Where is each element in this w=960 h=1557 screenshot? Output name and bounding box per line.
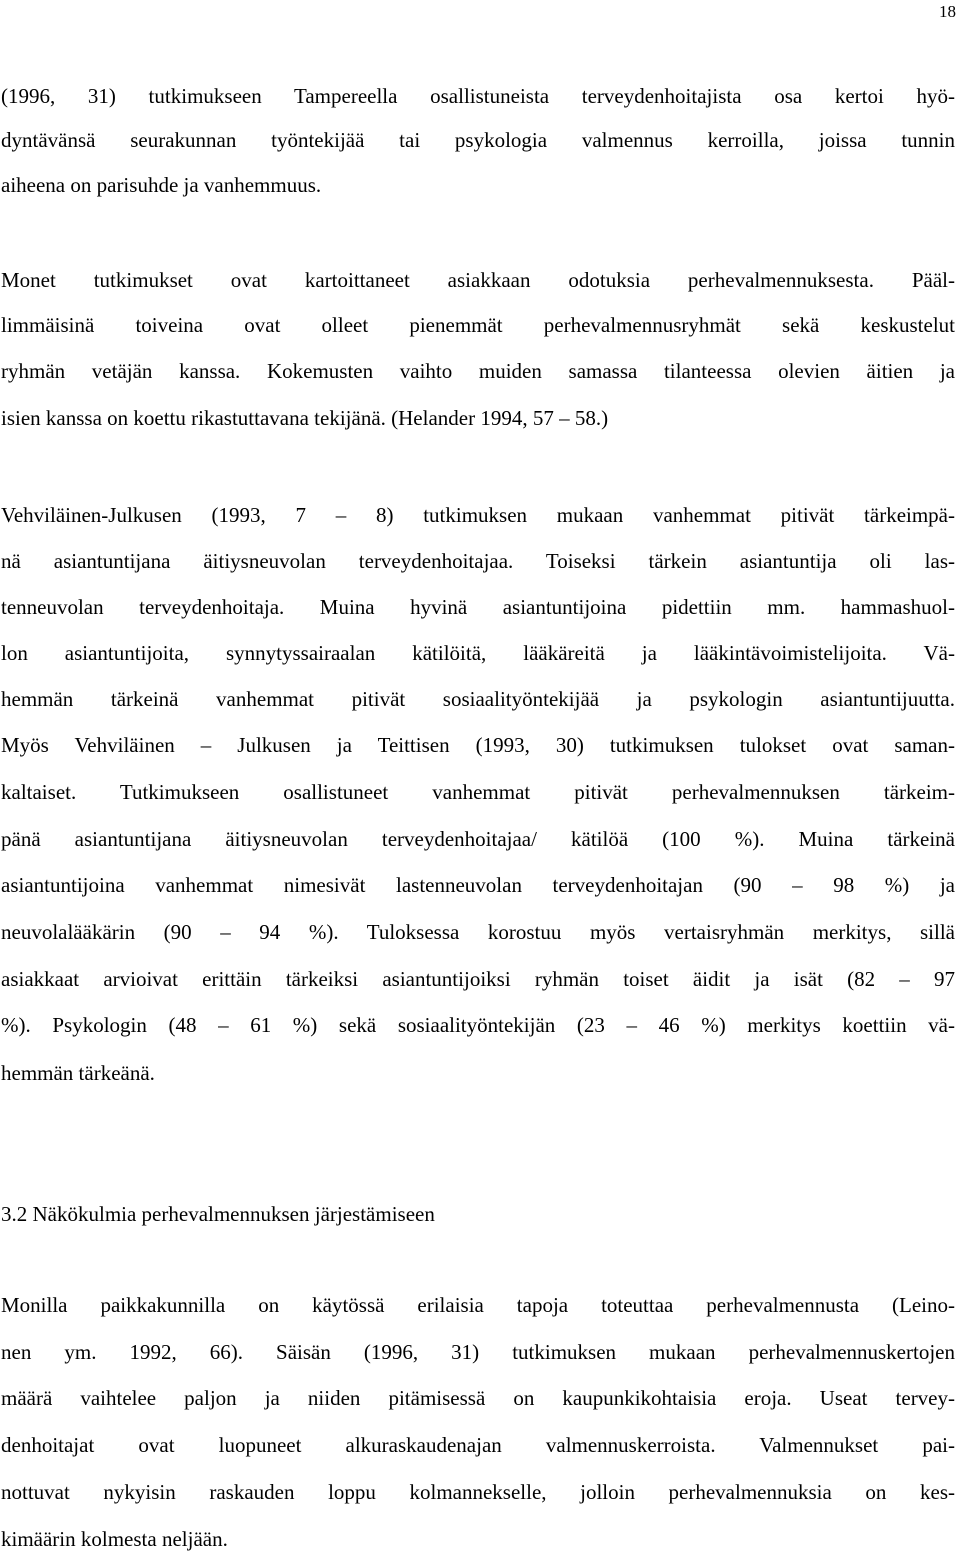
page-number: 18	[939, 2, 956, 21]
text-line: %). Psykologin (48 – 61 %) sekä sosiaalityöntekijän (23 – 46 %) merkitys koettiin vä-	[1, 1013, 955, 1037]
text-line: dyntävänsä seurakunnan työntekijää tai psykologia valmennus kerroilla, joissa tunnin	[1, 128, 955, 152]
text-line: tenneuvolan terveydenhoitaja. Muina hyvinä asiantuntijoina pidettiin mm. hammashuol-	[1, 595, 955, 619]
text-line: asiantuntijoina vanhemmat nimesivät lastenneuvolan terveydenhoitajan (90 – 98 %) ja	[1, 873, 955, 897]
text-line: denhoitajat ovat luopuneet alkuraskaudenajan valmennuskerroista. Valmennukset pai-	[1, 1433, 955, 1457]
text-line: (1996, 31) tutkimukseen Tampereella osallistuneista terveydenhoitajista osa kertoi hyö-	[1, 84, 955, 108]
text-line: hemmän tärkeänä.	[1, 1061, 155, 1085]
text-line: Monilla paikkakunnilla on käytössä erilaisia tapoja toteuttaa perhevalmennusta (Leino-	[1, 1293, 955, 1317]
text-line: pänä asiantuntijana äitiysneuvolan terveydenhoitajaa/ kätilöä (100 %). Muina tärkeinä	[1, 827, 955, 851]
text-line: aiheena on parisuhde ja vanhemmuus.	[1, 173, 322, 197]
text-line: Monet tutkimukset ovat kartoittaneet asiakkaan odotuksia perhevalmennuksesta. Pääl-	[1, 268, 955, 292]
text-line: nä asiantuntijana äitiysneuvolan terveydenhoitajaa. Toiseksi tärkein asiantuntija oli las-	[1, 549, 955, 573]
text-line: nen ym. 1992, 66). Säisän (1996, 31) tutkimuksen mukaan perhevalmennuskertojen	[1, 1340, 955, 1364]
section-heading: 3.2 Näkökulmia perhevalmennuksen järjestämiseen	[1, 1202, 435, 1226]
text-line: nottuvat nykyisin raskauden loppu kolmannekselle, jolloin perhevalmennuksia on kes-	[1, 1480, 955, 1504]
text-line: isien kanssa on koettu rikastuttavana tekijänä. (Helander 1994, 57 – 58.)	[1, 406, 609, 430]
text-line: lon asiantuntijoita, synnytyssairaalan kätilöitä, lääkäreitä ja lääkintävoimistelijoita. Vä-	[1, 641, 955, 665]
text-line: ryhmän vetäjän kanssa. Kokemusten vaihto muiden samassa tilanteessa olevien äitien ja	[1, 359, 955, 383]
text-line: limmäisinä toiveina ovat olleet pienemmät perhevalmennusryhmät sekä keskustelut	[1, 313, 955, 337]
text-line: hemmän tärkeinä vanhemmat pitivät sosiaalityöntekijää ja psykologin asiantuntijuutta.	[1, 687, 955, 711]
text-line: Myös Vehviläinen – Julkusen ja Teittisen (1993, 30) tutkimuksen tulokset ovat saman-	[1, 733, 955, 757]
text-line: neuvolalääkärin (90 – 94 %). Tuloksessa korostuu myös vertaisryhmän merkitys, sillä	[1, 920, 955, 944]
text-line: kaltaiset. Tutkimukseen osallistuneet vanhemmat pitivät perhevalmennuksen tärkeim-	[1, 780, 955, 804]
text-line: asiakkaat arvioivat erittäin tärkeiksi asiantuntijoiksi ryhmän toiset äidit ja isät (82 – 97	[1, 967, 955, 991]
text-line: määrä vaihtelee paljon ja niiden pitämisessä on kaupunkikohtaisia eroja. Useat tervey-	[1, 1386, 955, 1410]
text-line: Vehviläinen-Julkusen (1993, 7 – 8) tutkimuksen mukaan vanhemmat pitivät tärkeimpä-	[1, 503, 955, 527]
text-line: kimäärin kolmesta neljään.	[1, 1527, 228, 1551]
